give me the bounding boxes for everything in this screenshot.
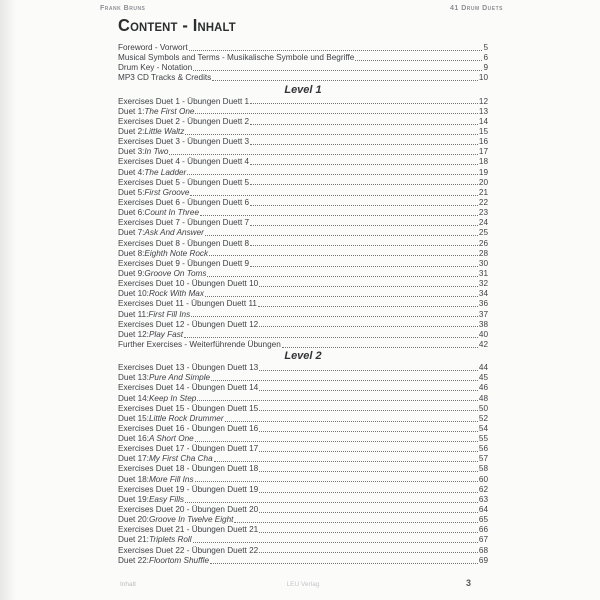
dot-leader: [282, 347, 478, 348]
toc-entry-piece-title: Triplets Roll: [148, 535, 192, 545]
toc-row: [118, 147, 488, 157]
toc-entry-piece-title: Rock With Max: [148, 289, 204, 299]
toc-entry-piece-title: Little Rock Drummer: [148, 413, 224, 423]
toc-entry-page-number: 68: [478, 545, 488, 555]
dot-leader: [259, 410, 478, 411]
dot-leader: [259, 492, 478, 493]
dot-leader: [207, 276, 477, 277]
toc-entry-label: Exercises Duet 6 - Übungen Duett 6: [118, 197, 250, 207]
toc-entry-page-number: 31: [478, 268, 488, 278]
toc-entry-page-number: 37: [478, 309, 488, 319]
toc-entry-label: Duet 19:: [118, 494, 149, 504]
toc-entry-piece-title: Easy Fills: [148, 494, 184, 504]
dot-leader: [250, 225, 478, 226]
dot-leader: [190, 195, 477, 196]
toc-entry-label: Further Exercises - Weiterführende Übungen: [118, 339, 281, 349]
toc-entry-label: MP3 CD Tracks & Credits: [118, 73, 212, 83]
toc-entry-page-number: 30: [478, 258, 488, 268]
dot-leader: [259, 552, 478, 553]
toc-entry-page-number: 45: [478, 373, 488, 383]
toc-entry-page-number: 66: [478, 525, 488, 535]
toc-row: [118, 63, 488, 73]
toc-entry-label: Duet 4:: [118, 167, 145, 177]
toc-row: [118, 168, 488, 178]
toc-entry-label: Exercises Duet 21 - Übungen Duett 21: [118, 525, 259, 535]
toc-entry-label: Duet 22:: [118, 555, 149, 565]
toc-row: [118, 475, 488, 485]
dot-leader: [234, 522, 477, 523]
toc-entry-label: Foreword - Vorwort: [118, 43, 188, 52]
section-heading: Level 1: [284, 83, 322, 96]
toc-entry-page-number: 19: [478, 167, 488, 177]
running-header-author: Frank Bruns: [100, 5, 146, 12]
toc-entry-label: Duet 21:: [118, 535, 149, 545]
toc-entry-label: Duet 10:: [118, 289, 149, 299]
toc-row: [118, 97, 488, 107]
toc-entry-label: Exercises Duet 3 - Übungen Duett 3: [118, 137, 250, 147]
toc-entry-page-number: 57: [478, 454, 488, 464]
toc-entry-label: Drum Key - Notation: [118, 63, 193, 73]
dot-leader: [205, 235, 478, 236]
dot-leader: [259, 286, 478, 287]
toc-entry-piece-title: Keep In Step: [148, 393, 197, 403]
dot-leader: [193, 70, 482, 71]
toc-row: [118, 434, 488, 444]
toc-entry-page-number: 6: [483, 53, 488, 63]
dot-leader: [259, 471, 478, 472]
toc-entry-page-number: 67: [478, 535, 488, 545]
toc-entry-label: Musical Symbols and Terms - Musikalische Symbole und Begriffe: [118, 53, 355, 63]
toc-entry-page-number: 28: [478, 248, 488, 258]
dot-leader: [259, 431, 478, 432]
toc-entry-page-number: 23: [478, 208, 488, 218]
toc-row: [118, 198, 488, 208]
toc-entry-piece-title: Pure And Simple: [148, 373, 211, 383]
toc-entry-piece-title: Play Fast: [148, 329, 184, 339]
toc-entry-page-number: 17: [478, 147, 488, 157]
toc-row: [118, 340, 488, 350]
dot-leader: [225, 421, 478, 422]
toc-entry-page-number: 5: [483, 43, 488, 52]
dot-leader: [250, 245, 478, 246]
toc-row: [118, 515, 488, 525]
toc-entry-label: Exercises Duet 4 - Übungen Duett 4: [118, 157, 250, 167]
page-number: 3: [466, 578, 472, 588]
toc-row: [118, 188, 488, 198]
toc-entry-label: Exercises Duet 16 - Übungen Duett 16: [118, 423, 259, 433]
page-title: Content - Inhalt: [118, 15, 236, 35]
dot-leader: [259, 532, 478, 533]
toc-entry-label: Exercises Duet 8 - Übungen Duett 8: [118, 238, 250, 248]
toc-row: [118, 239, 488, 249]
toc-row: [118, 394, 488, 404]
toc-entry-label: Duet 17:: [118, 454, 149, 464]
toc-row: [118, 454, 488, 464]
toc-entry-label: Exercises Duet 13 - Übungen Duett 13: [118, 363, 259, 373]
dot-leader: [200, 215, 478, 216]
toc-entry-label: Duet 5:: [118, 187, 145, 197]
toc-entry-piece-title: Groove In Twelve Eight: [148, 515, 234, 525]
toc-entry-page-number: 62: [478, 484, 488, 494]
toc-row: [118, 127, 488, 137]
toc-entry-piece-title: The Ladder: [144, 167, 187, 177]
toc-entry-page-number: 9: [483, 63, 488, 73]
dot-leader: [250, 266, 478, 267]
toc-row: [118, 43, 488, 53]
toc-entry-page-number: 25: [478, 228, 488, 238]
dot-leader: [250, 205, 478, 206]
toc-entry-page-number: 21: [478, 187, 488, 197]
toc-entry-page-number: 22: [478, 197, 488, 207]
toc-entry-label: Exercises Duet 7 - Übungen Duett 7: [118, 218, 250, 228]
toc-entry-page-number: 60: [478, 474, 488, 484]
toc-entry-label: Exercises Duet 14 - Übungen Duett 14: [118, 383, 259, 393]
toc-row: [118, 495, 488, 505]
toc-entry-page-number: 44: [478, 363, 488, 373]
toc-row: [118, 157, 488, 167]
toc-entry-page-number: 55: [478, 434, 488, 444]
dot-leader: [169, 154, 478, 155]
toc-entry-label: Duet 12:: [118, 329, 149, 339]
toc-entry-label: Duet 1:: [118, 106, 145, 116]
toc-row: [118, 485, 488, 495]
toc-entry-label: Exercises Duet 10 - Übungen Duett 10: [118, 279, 259, 289]
toc-entry-page-number: 16: [478, 137, 488, 147]
toc-entry-piece-title: My First Cha Cha: [148, 454, 213, 464]
toc-entry-label: Exercises Duet 5 - Übungen Duett 5: [118, 177, 250, 187]
toc-entry-piece-title: Groove On Toms: [144, 268, 207, 278]
toc-entry-page-number: 10: [478, 73, 488, 83]
dot-leader: [355, 60, 482, 61]
dot-leader: [185, 502, 478, 503]
toc-entry-page-number: 18: [478, 157, 488, 167]
toc-row: [118, 107, 488, 117]
toc-entry-page-number: 34: [478, 289, 488, 299]
toc-entry-page-number: 56: [478, 444, 488, 454]
toc-entry-label: Duet 13:: [118, 373, 149, 383]
toc-entry-label: Duet 7:: [118, 228, 145, 238]
footer-section-label: Inhalt: [120, 581, 136, 588]
dot-leader: [191, 316, 478, 317]
dot-leader: [258, 306, 478, 307]
toc-row: [118, 525, 488, 535]
toc-row: [118, 269, 488, 279]
dot-leader: [250, 103, 478, 104]
toc-entry-piece-title: Little Waltz: [144, 126, 185, 136]
toc-row: [118, 424, 488, 434]
toc-entry-label: Exercises Duet 11 - Übungen Duett 11: [118, 299, 257, 309]
toc-entry-page-number: 36: [478, 299, 488, 309]
toc-entry-label: Exercises Duet 9 - Übungen Duett 9: [118, 258, 250, 268]
toc-entry-label: Duet 8:: [118, 248, 145, 258]
toc-entry-piece-title: First Groove: [144, 187, 190, 197]
dot-leader: [214, 461, 478, 462]
toc-entry-page-number: 69: [478, 555, 488, 565]
toc-entry-page-number: 42: [478, 339, 488, 349]
toc-row: [118, 218, 488, 228]
toc-entry-page-number: 65: [478, 515, 488, 525]
toc-entry-piece-title: Ask And Answer: [144, 228, 204, 238]
toc-row: [118, 178, 488, 188]
toc-row: [118, 310, 488, 320]
toc-entry-label: Duet 20:: [118, 515, 149, 525]
toc-entry-page-number: 64: [478, 505, 488, 515]
dot-leader: [212, 80, 478, 81]
toc-entry-page-number: 26: [478, 238, 488, 248]
dot-leader: [259, 512, 478, 513]
toc-entry-label: Exercises Duet 1 - Übungen Duett 1: [118, 96, 250, 106]
toc-entry-piece-title: Count In Three: [144, 208, 200, 218]
toc-entry-piece-title: Eighth Note Rock: [144, 248, 209, 258]
toc-entry-label: Exercises Duet 20 - Übungen Duett 20: [118, 505, 259, 515]
dot-leader: [211, 380, 478, 381]
dot-leader: [259, 370, 478, 371]
toc-row: [118, 320, 488, 330]
toc-entry-page-number: 54: [478, 423, 488, 433]
toc-entry-page-number: 13: [478, 106, 488, 116]
toc-entry-label: Exercises Duet 2 - Übungen Duett 2: [118, 116, 250, 126]
toc-entry-label: Exercises Duet 19 - Übungen Duett 19: [118, 484, 259, 494]
toc-entry-label: Exercises Duet 17 - Übungen Duett 17: [118, 444, 259, 454]
toc-entry-label: Duet 2:: [118, 126, 145, 136]
toc-row: [118, 383, 488, 393]
toc-row: [118, 464, 488, 474]
toc: [118, 43, 488, 566]
toc-row: [118, 373, 488, 383]
toc-entry-piece-title: The First One: [144, 106, 195, 116]
toc-entry-label: Duet 15:: [118, 413, 149, 423]
toc-entry-label: Duet 11:: [118, 309, 149, 319]
toc-entry-label: Duet 6:: [118, 208, 145, 218]
toc-row: [118, 535, 488, 545]
dot-leader: [259, 451, 478, 452]
dot-leader: [250, 144, 478, 145]
dot-leader: [195, 441, 478, 442]
toc-entry-label: Duet 16:: [118, 434, 149, 444]
toc-entry-page-number: 20: [478, 177, 488, 187]
toc-row: [118, 259, 488, 269]
dot-leader: [210, 563, 478, 564]
footer-publisher: LEU Verlag: [286, 581, 320, 588]
toc-entry-label: Exercises Duet 12 - Übungen Duett 12: [118, 319, 259, 329]
toc-entry-page-number: 50: [478, 403, 488, 413]
toc-row: [118, 73, 488, 83]
toc-entry-page-number: 48: [478, 393, 488, 403]
toc-row: [118, 404, 488, 414]
dot-leader: [184, 337, 478, 338]
dot-leader: [185, 134, 478, 135]
toc-entry-page-number: 58: [478, 464, 488, 474]
dot-leader: [187, 174, 478, 175]
toc-entry-label: Duet 18:: [118, 474, 149, 484]
dot-leader: [250, 124, 478, 125]
toc-row: [118, 505, 488, 515]
toc-entry-page-number: 12: [478, 96, 488, 106]
section-heading: Level 2: [284, 350, 322, 363]
dot-leader: [209, 255, 478, 256]
toc-entry-piece-title: A Short One: [148, 434, 194, 444]
toc-entry-label: Exercises Duet 22 - Übungen Duett 22: [118, 545, 259, 555]
toc-row: [118, 279, 488, 289]
toc-row: [118, 289, 488, 299]
toc-row: [118, 249, 488, 259]
toc-row: [118, 228, 488, 238]
toc-entry-label: Duet 9:: [118, 268, 145, 278]
toc-row: [118, 299, 488, 309]
toc-entry-label: Duet 3:: [118, 147, 145, 157]
dot-leader: [193, 542, 478, 543]
toc-row: [118, 363, 488, 373]
toc-entry-page-number: 63: [478, 494, 488, 504]
toc-entry-piece-title: More Fill Ins: [148, 474, 194, 484]
running-header-book-title: 41 Drum Duets: [449, 5, 503, 12]
dot-leader: [197, 400, 478, 401]
toc-entry-page-number: 14: [478, 116, 488, 126]
toc-row: [118, 117, 488, 127]
toc-entry-piece-title: In Two: [144, 147, 169, 157]
toc-row: [118, 444, 488, 454]
toc-entry-page-number: 52: [478, 413, 488, 423]
toc-entry-page-number: 15: [478, 126, 488, 136]
toc-row: [118, 53, 488, 63]
toc-entry-page-number: 32: [478, 279, 488, 289]
toc-row: [118, 330, 488, 340]
toc-entry-piece-title: First Fill Ins: [148, 309, 191, 319]
toc-entry-page-number: 46: [478, 383, 488, 393]
toc-entry-page-number: 24: [478, 218, 488, 228]
toc-row: [118, 208, 488, 218]
toc-row: [118, 546, 488, 556]
dot-leader: [195, 481, 478, 482]
dot-leader: [259, 390, 478, 391]
toc-entry-page-number: 40: [478, 329, 488, 339]
toc-entry-page-number: 38: [478, 319, 488, 329]
dot-leader: [195, 113, 477, 114]
dot-leader: [189, 50, 483, 51]
dot-leader: [259, 326, 478, 327]
toc-row: [118, 414, 488, 424]
toc-row: [118, 137, 488, 147]
toc-entry-label: Exercises Duet 15 - Übungen Duett 15: [118, 403, 259, 413]
dot-leader: [250, 184, 478, 185]
toc-entry-piece-title: Floortom Shuffle: [148, 555, 210, 565]
dot-leader: [205, 296, 478, 297]
toc-entry-label: Duet 14:: [118, 393, 149, 403]
toc-entry-label: Exercises Duet 18 - Übungen Duett 18: [118, 464, 259, 474]
toc-row: [118, 556, 488, 566]
dot-leader: [250, 164, 478, 165]
